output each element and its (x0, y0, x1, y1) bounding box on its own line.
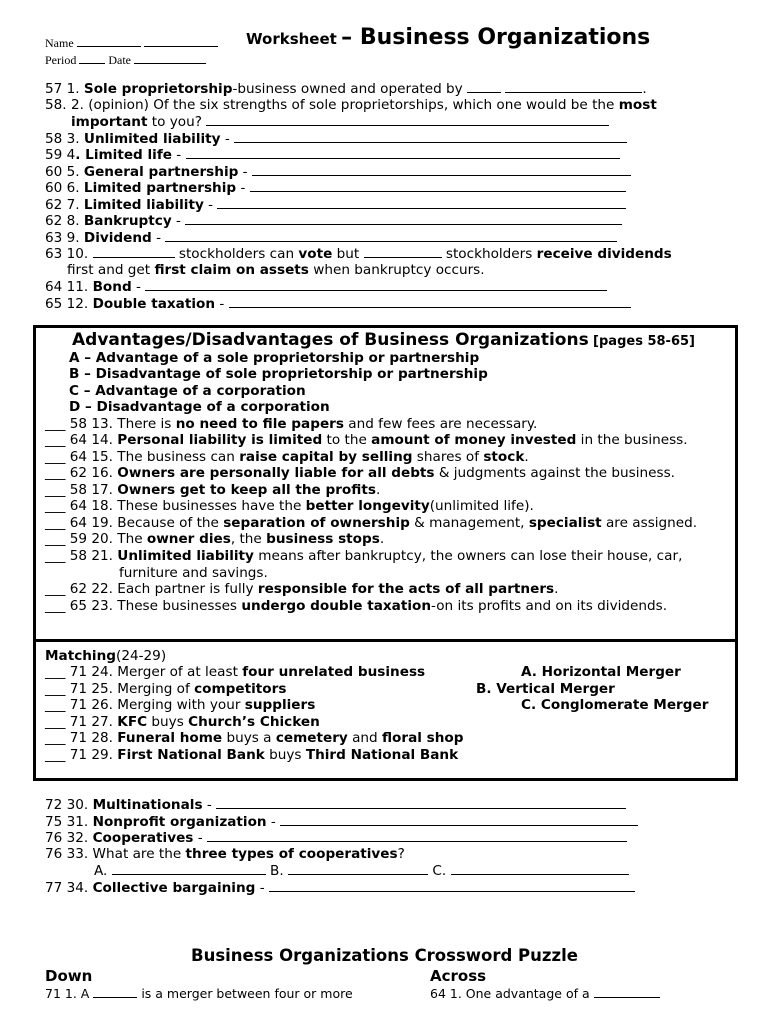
advantages-title: Advantages/Disadvantages of Business Organizations [pages 58-65] (72, 330, 695, 350)
matching-item: ___ 71 27. KFC buys Church’s Chicken (45, 714, 320, 730)
advantage-item: ___ 65 23. These businesses undergo double taxation-on its profits and on its dividends. (45, 598, 668, 614)
question-30: 72 30. Multinationals - (45, 796, 626, 813)
advantage-item: ___ 59 20. The owner dies, the business stops. (45, 531, 385, 547)
advantage-item: furniture and savings. (119, 565, 268, 581)
question-10: 63 10. stockholders can vote but stockholders receive dividends (45, 246, 672, 262)
matching-item: ___ 71 28. Funeral home buys a cemetery and floral shop (45, 730, 464, 746)
answer-blank[interactable]: ___ (45, 531, 66, 547)
question-34: 77 34. Collective bargaining - (45, 879, 635, 896)
question-32: 76 32. Cooperatives - (45, 829, 627, 846)
question-4: 59 4. Limited life - (45, 146, 620, 163)
answer-vertical-merger: B. Vertical Merger (476, 681, 615, 697)
advantage-key-a: A – Advantage of a sole proprietorship or partnership (69, 350, 480, 366)
question-31: 75 31. Nonprofit organization - (45, 813, 638, 830)
period-date-field[interactable]: Period Date (45, 51, 206, 68)
answer-blank[interactable]: ___ (45, 714, 66, 730)
advantage-item: ___ 58 17. Owners get to keep all the profits. (45, 482, 381, 498)
page-title: Worksheet – Business Organizations (246, 25, 651, 50)
question-10-cont: first and get first claim on assets when bankruptcy occurs. (67, 262, 485, 278)
advantage-key-c: C – Advantage of a corporation (69, 383, 306, 399)
question-33: 76 33. What are the three types of cooperatives? (45, 846, 405, 862)
answer-blank[interactable]: ___ (45, 548, 66, 564)
question-9: 63 9. Dividend - (45, 229, 617, 246)
question-8: 62 8. Bankruptcy - (45, 212, 622, 229)
answer-blank[interactable]: ___ (45, 747, 66, 763)
question-6: 60 6. Limited partnership - (45, 179, 626, 196)
advantage-key-b: B – Disadvantage of sole proprietorship or partnership (69, 366, 488, 382)
answer-blank[interactable]: ___ (45, 432, 66, 448)
answer-blank[interactable]: ___ (45, 449, 66, 465)
matching-item: ___ 71 26. Merging with your suppliers (45, 697, 316, 713)
matching-title: Matching(24-29) (45, 648, 167, 664)
answer-horizontal-merger: A. Horizontal Merger (521, 664, 681, 680)
question-2-cont: important to you? (71, 113, 609, 130)
advantage-item: ___ 64 15. The business can raise capital by selling shares of stock. (45, 449, 529, 465)
advantage-item: ___ 58 13. There is no need to file papers and few fees are necessary. (45, 416, 538, 432)
answer-blank[interactable]: ___ (45, 416, 66, 432)
matching-item: ___ 71 29. First National Bank buys Third National Bank (45, 747, 459, 763)
crossword-across-clue-1: 64 1. One advantage of a (430, 985, 660, 1002)
question-1: 57 1. Sole proprietorship-business owned and operated by . (45, 81, 647, 97)
matching-item: ___ 71 24. Merger of at least four unrelated business (45, 664, 426, 680)
advantage-item: ___ 62 22. Each partner is fully responsible for the acts of all partners. (45, 581, 559, 597)
advantage-key-d: D – Disadvantage of a corporation (69, 399, 330, 415)
advantage-item: ___ 64 14. Personal liability is limited to the amount of money invested in the business. (45, 432, 688, 448)
answer-blank[interactable]: ___ (45, 730, 66, 746)
name-field[interactable]: Name (45, 34, 218, 51)
answer-blank[interactable]: ___ (45, 598, 66, 614)
matching-item: ___ 71 25. Merging of competitors (45, 681, 287, 697)
answer-blank[interactable]: ___ (45, 581, 66, 597)
advantage-item: ___ 62 16. Owners are personally liable for all debts & judgments against the business. (45, 465, 675, 481)
answer-blank[interactable]: ___ (45, 482, 66, 498)
crossword-across-heading: Across (430, 967, 487, 985)
question-33-options: A. B. C. (94, 862, 629, 879)
answer-blank[interactable]: ___ (45, 515, 66, 531)
crossword-down-clue-1: 71 1. A is a merger between four or more (45, 986, 353, 1001)
question-7: 62 7. Limited liability - (45, 196, 626, 213)
advantage-item: ___ 64 18. These businesses have the better longevity(unlimited life). (45, 498, 534, 514)
answer-blank[interactable]: ___ (45, 465, 66, 481)
answer-blank[interactable]: ___ (45, 681, 66, 697)
answer-conglomerate-merger: C. Conglomerate Merger (521, 697, 709, 713)
question-12: 65 12. Double taxation - (45, 295, 631, 312)
crossword-title: Business Organizations Crossword Puzzle (191, 946, 578, 965)
crossword-down-heading: Down (45, 967, 93, 985)
advantage-item: ___ 64 19. Because of the separation of ownership & management, specialist are assigned. (45, 515, 698, 531)
answer-blank[interactable]: ___ (45, 664, 66, 680)
question-2: 58. 2. (opinion) Of the six strengths of sole proprietorships, which one would be the most (45, 97, 657, 113)
question-3: 58 3. Unlimited liability - (45, 130, 627, 147)
answer-blank[interactable]: ___ (45, 697, 66, 713)
advantage-item: ___ 58 21. Unlimited liability means after bankruptcy, the owners can lose their house, car, (45, 548, 683, 564)
question-5: 60 5. General partnership - (45, 163, 631, 180)
answer-blank[interactable]: ___ (45, 498, 66, 514)
question-11: 64 11. Bond - (45, 278, 607, 295)
